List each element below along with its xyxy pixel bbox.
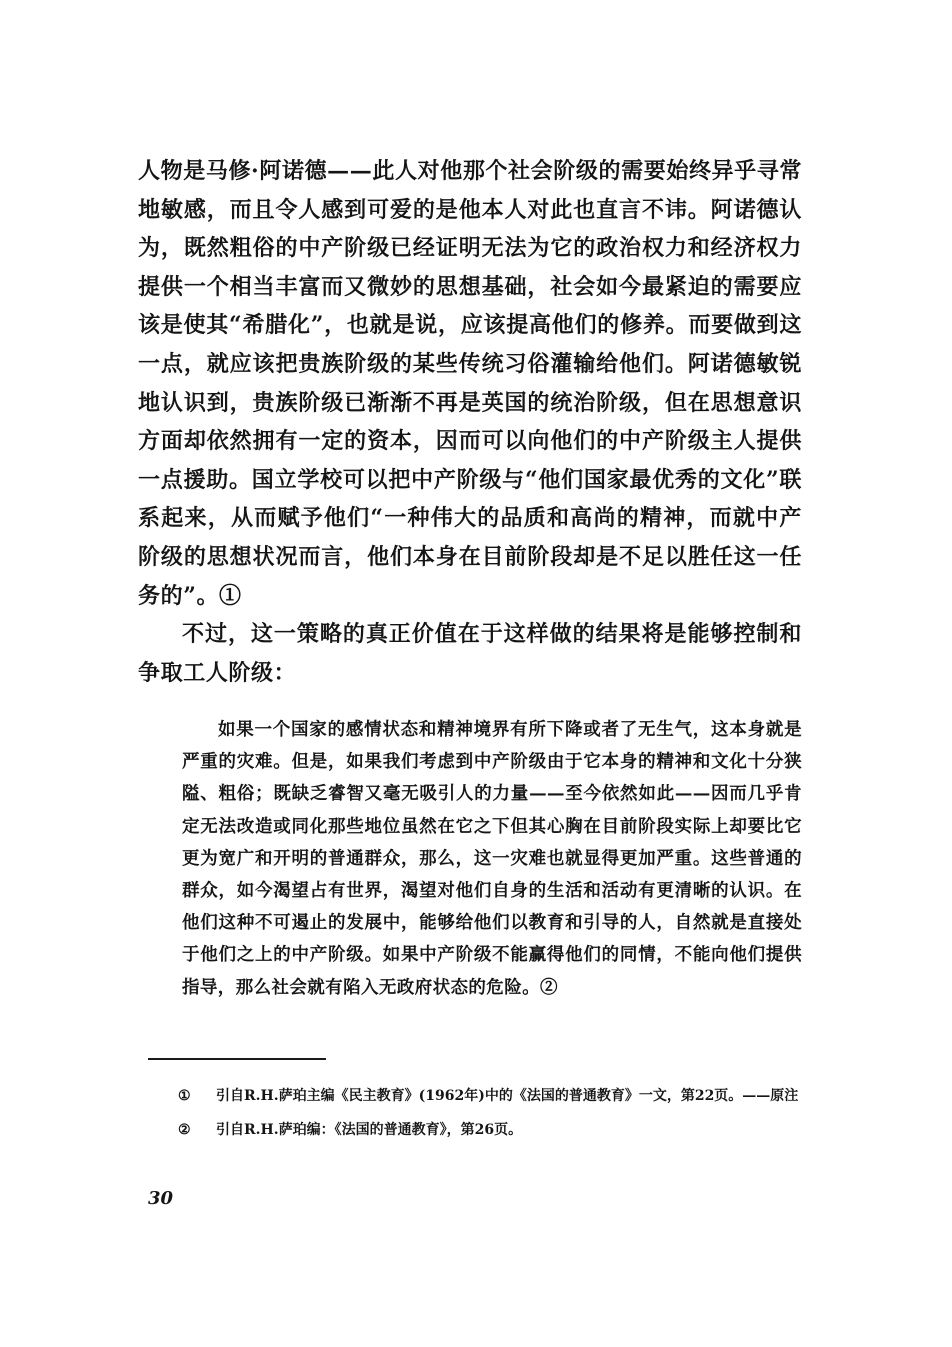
footnote-1 [178,1083,802,1109]
footnote-divider [148,1058,326,1060]
page-number: 30 [148,1188,174,1209]
footnote-text: 引自R.H.萨珀编：《法国的普通教育》，第26页。 [216,1122,523,1138]
main-text [138,152,802,692]
footnotes [178,1083,802,1151]
footnote-marker: ① [178,1088,191,1104]
footnote-marker: ② [178,1122,191,1138]
paragraph-1: 人物是马修·阿诺德——此人对他那个社会阶级的需要始终异乎寻常地敏感，而且令人感到可爱的是他本人对此也直言不讳。阿诺德认为，既然粗俗的中产阶级已经证明无法为它的政治权力和经济权力提供一个相当丰富而又微妙的思想基础，社会如今最紧迫的需要应该是使其“希腊化”，也就是说，应该提高他们的修养。而要做到这一点，就应该把贵族阶级的某些传统习俗灌输给他们。阿诺德敏锐地认识到，贵族阶级已渐渐不再是英国的统治阶级，但在思想意识方面却依然拥有一定的资本，因而可以向他们的中产阶级主人提供一点援助。国立学校可以把中产阶级与“他们国家最优秀的文化”联系起来，从而赋予他们“一种伟大的品质和高尚的精神，而就中产阶级的思想状况而言，他们本身在目前阶段却是不足以胜任这一任务的”。① [138,158,802,609]
quote-text: 如果一个国家的感情状态和精神境界有所下降或者了无生气，这本身就是严重的灾难。但是，如果我们考虑到中产阶级由于它本身的精神和文化十分狭隘、粗俗；既缺乏睿智又毫无吸引人的力量——至今依然如此——因而几乎肯定无法改造或同化那些地位虽然在它之下但其心胸在目前阶段实际上却要比它更为宽广和开明的普通群众，那么，这一灾难也就显得更加严重。这些普通的群众，如今渴望占有世界，渴望对他们自身的生活和活动有更清晰的认识。在他们这种不可遏止的发展中，能够给他们以教育和引导的人，自然就是直接处于他们之上的中产阶级。如果中产阶级不能赢得他们的同情，不能向他们提供指导，那么社会就有陷入无政府状态的危险。② [182,720,802,998]
block-quote [182,714,802,1004]
footnote-text: 引自R.H.萨珀主编《民主教育》(1962年)中的《法国的普通教育》一文，第22页。——原注 [216,1088,799,1104]
paragraph-2: 不过，这一策略的真正价值在于这样做的结果将是能够控制和争取工人阶级： [138,621,802,686]
footnote-2 [178,1117,802,1143]
